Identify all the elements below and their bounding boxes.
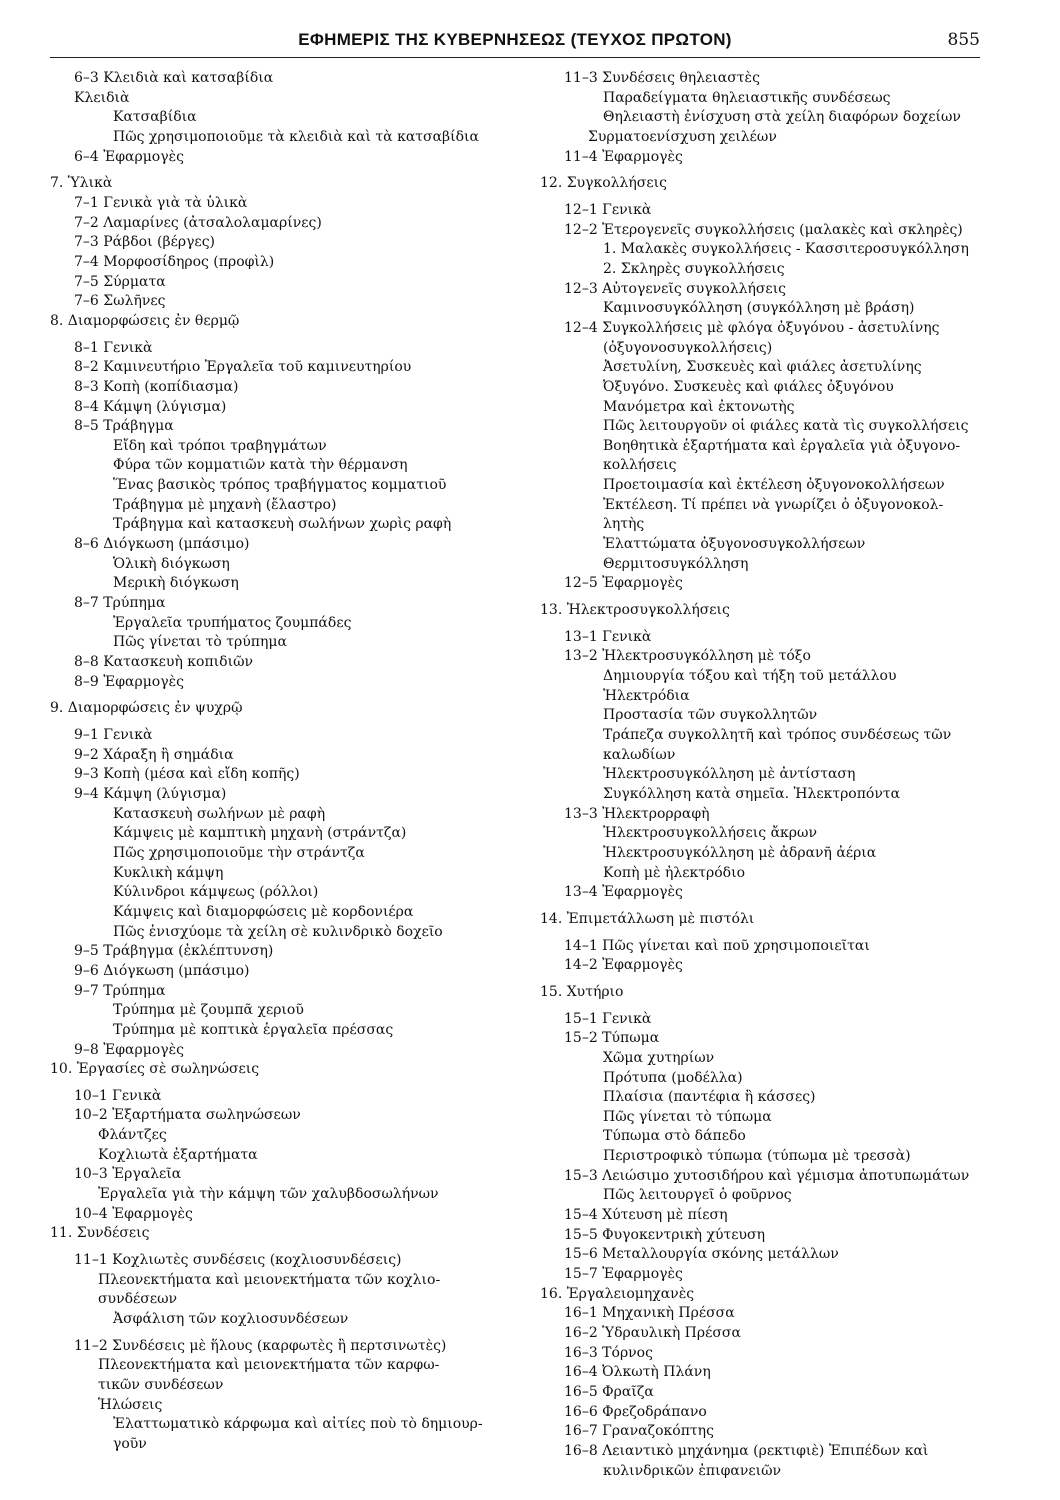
subtopic-entry: Φύρα τῶν κομματιῶν κατὰ τὴν θέρμανση [113,457,408,474]
subtopic-entry: Ὁλικὴ διόγκωση [113,555,230,572]
section-entry: 12–4 Συγκολλήσεις μὲ φλόγα ὀξυγόνου - ἀσετυλίνης [564,319,940,336]
section-entry: 16–8 Λειαντικὸ μηχάνημα (ρεκτιφιὲ) Ἐπιπέδων καὶ [564,1442,929,1459]
subtopic-entry: (ὀξυγονοσυγκολλήσεις) [603,339,773,356]
gazette-title: ΕΦΗΜΕΡΙΣ ΤΗΣ ΚΥΒΕΡΝΗΣΕΩΣ (ΤΕΥΧΟΣ ΠΡΩΤΟΝ) [298,30,732,49]
section-entry: 15–5 Φυγοκεντρικὴ χύτευση [564,1226,765,1243]
subtopic-entry: Ἠλεκτροσυγκολλήσεις ἄκρων [603,825,817,842]
section-entry: 14–2 Ἐφαρμογὲς [564,957,683,974]
section-entry: 15–6 Μεταλλουργία σκόνης μετάλλων [564,1246,839,1263]
section-entry: 12–1 Γενικὰ [564,201,652,218]
section-entry: 14–1 Πῶς γίνεται καὶ ποῦ χρησιμοποιεῖται [564,937,870,954]
subtopic-entry: συνδέσεων [98,1291,177,1308]
chapter-heading: 15. Χυτήριο [540,983,624,1000]
section-entry: 15–1 Γενικὰ [564,1010,652,1027]
section-entry: 9–1 Γενικὰ [74,727,153,743]
section-entry: 11–3 Συνδέσεις θηλειαστὲς [564,70,760,86]
subtopic-entry: Ἐλαττωματικὸ κάρφωμα καὶ αἰτίες ποὺ τὸ δημιουρ- [113,1416,483,1433]
section-entry: 12–2 Ἑτερογενεῖς συγκολλήσεις (μαλακὲς καὶ σκληρὲς) [564,221,963,238]
subtopic-entry: Πλαίσια (παντέφια ἢ κάσσες) [603,1089,816,1106]
section-entry: 9–6 Διόγκωση (μπάσιμο) [74,962,250,979]
section-entry: 16–2 Ὑδραυλικὴ Πρέσσα [564,1325,741,1342]
chapter-heading: 11. Συνδέσεις [50,1225,150,1242]
right-column [540,69,1010,1481]
section-entry: 13–1 Γενικὰ [564,628,652,645]
subtopic-entry: Πῶς χρησιμοποιοῦμε τὴν στράντζα [113,844,365,861]
section-entry: 12–5 Ἐφαρμογὲς [564,575,683,592]
subtopic-entry: καλωδίων [603,746,676,763]
section-entry: 7–5 Σύρματα [74,273,166,290]
section-entry: 7–4 Μορφοσίδηρος (προφὶλ) [74,253,275,270]
subtopic-entry: Προστασία τῶν συγκολλητῶν [603,707,818,724]
section-entry: 7–2 Λαμαρίνες (ἀτσαλολαμαρίνες) [74,214,322,231]
section-entry: 8–3 Κοπὴ (κοπίδιασμα) [74,378,239,395]
subtopic-entry: Κάμψεις μὲ καμπτικὴ μηχανὴ (στράντζα) [113,825,407,842]
section-entry: 8–9 Ἐφαρμογὲς [74,673,184,690]
section-entry: 7–3 Ράβδοι (βέργες) [74,234,215,251]
subtopic-entry: Πλεονεκτήματα καὶ μειονεκτήματα τῶν κοχλιο- [98,1271,441,1288]
section-entry: 8–7 Τρύπημα [74,595,166,612]
page-header [50,28,980,56]
header-rule [50,57,980,58]
subtopic-entry: Συρματοενίσχυση χειλέων [588,128,777,145]
subtopic-entry: Τράβηγμα καὶ κατασκευὴ σωλήνων χωρὶς ραφὴ [113,516,452,533]
subtopic-entry: Μανόμετρα καὶ ἐκτονωτὴς [603,398,795,415]
subtopic-entry: γοῦν [113,1435,147,1452]
chapter-heading: 14. Ἐπιμετάλλωση μὲ πιστόλι [540,910,755,927]
subtopic-entry: Πῶς γίνεται τὸ τύπωμα [603,1108,772,1125]
section-entry: 16–7 Γραναζοκόπτης [564,1423,714,1440]
subtopic-entry: Ἡλώσεις [98,1396,163,1413]
subtopic-entry: Χῶμα χυτηρίων [603,1049,715,1066]
subtopic-entry: Παραδείγματα θηλειαστικῆς συνδέσεως [603,89,891,106]
subtopic-entry: Τράβηγμα μὲ μηχανὴ (ἔλαστρο) [113,496,337,513]
subtopic-entry: Τύπωμα στὸ δάπεδο [603,1128,746,1145]
subtopic-entry: Θερμιτοσυγκόλληση [603,555,749,572]
subtopic-entry: Πῶς λειτουργεῖ ὁ φοῦρνος [603,1187,792,1204]
subtopic-entry: Περιστροφικὸ τύπωμα (τύπωμα μὲ τρεσσὰ) [603,1148,911,1165]
subtopic-entry: Συγκόλληση κατὰ σημεῖα. Ἠλεκτροπόντα [603,785,901,802]
section-entry: 6–4 Ἐφαρμογὲς [74,148,184,165]
subtopic-entry: Πλεονεκτήματα καὶ μειονεκτήματα τῶν καρφω- [98,1357,440,1374]
section-entry: 7–6 Σωλῆνες [74,293,166,310]
subtopic-entry: Κοπὴ μὲ ἠλεκτρόδιο [603,864,746,881]
subtopic-entry: Ἐργαλεῖα γιὰ τὴν κάμψη τῶν χαλυβδοσωλήνων [98,1186,439,1203]
chapter-heading: 13. Ἠλεκτροσυγκολλήσεις [540,602,730,619]
subtopic-entry: κυλινδρικῶν ἐπιφανειῶν [603,1462,782,1479]
subtopic-entry: Πῶς γίνεται τὸ τρύπημα [113,634,287,651]
chapter-heading: 12. Συγκολλήσεις [540,175,667,192]
section-entry: 13–3 Ἠλεκτρορραφὴ [564,805,710,822]
section-entry: 8–8 Κατασκευὴ κοπιδιῶν [74,654,253,671]
section-entry: 15–4 Χύτευση μὲ πίεση [564,1207,728,1224]
section-entry: 13–4 Ἐφαρμογὲς [564,884,683,901]
subtopic-entry: Πρότυπα (μοδέλλα) [603,1069,743,1086]
section-entry: 15–3 Λειώσιμο χυτοσιδήρου καὶ γέμισμα ἀποτυπωμάτων [564,1167,970,1184]
subtopic-entry: Ἐργαλεῖα τρυπήματος ζουμπάδες [113,614,352,631]
subtopic-entry: Βοηθητικὰ ἐξαρτήματα καὶ ἐργαλεῖα γιὰ ὀξυγονο- [603,437,961,454]
section-entry: 10–4 Ἐφαρμογὲς [74,1205,193,1222]
page-number: 855 [947,30,980,50]
section-entry: 15–2 Τύπωμα [564,1030,660,1047]
section-entry: 8–1 Γενικὰ [74,339,153,356]
subtopic-entry: Κάμψεις καὶ διαμορφώσεις μὲ κορδονιέρα [113,903,414,920]
subtopic-entry: Εἴδη καὶ τρόποι τραβηγμάτων [113,437,327,454]
chapter-heading: 16. Ἐργαλειομηχανὲς [540,1285,695,1302]
subtopic-entry: Κύλινδροι κάμψεως (ρόλλοι) [113,884,319,901]
subtopic-entry: Ἀσφάλιση τῶν κοχλιοσυνδέσεων [113,1311,349,1328]
subtopic-entry: Κατασκευὴ σωλήνων μὲ ραφὴ [113,805,326,822]
subtopic-entry: Προετοιμασία καὶ ἐκτέλεση ὀξυγονοκολλήσεων [603,477,945,494]
subtopic-entry: Ἐλαττώματα ὀξυγονοσυγκολλήσεων [603,536,866,553]
chapter-heading: 9. Διαμορφώσεις ἐν ψυχρῷ [50,700,243,717]
subtopic-entry: 2. Σκληρὲς συγκολλήσεις [603,260,785,277]
section-entry: 7–1 Γενικὰ γιὰ τὰ ὑλικὰ [74,194,248,211]
subtopic-entry: Μερικὴ διόγκωση [113,575,239,592]
section-entry: 6–3 Κλειδιὰ καὶ κατσαβίδια [74,70,274,86]
section-entry: 9–4 Κάμψη (λύγισμα) [74,785,227,802]
section-entry: 16–1 Μηχανικὴ Πρέσσα [564,1305,735,1322]
subtopic-entry: κολλήσεις [603,457,677,474]
subtopic-entry: Κοχλιωτὰ ἐξαρτήματα [98,1146,258,1163]
chapter-heading: 10. Ἐργασίες σὲ σωληνώσεις [50,1061,260,1078]
subtopic-entry: Πῶς λειτουργοῦν οἱ φιάλες κατὰ τὶς συγκολλήσεις [603,418,969,435]
section-entry: 10–3 Ἐργαλεῖα [74,1166,182,1183]
subtopic-entry: Δημιουργία τόξου καὶ τήξη τοῦ μετάλλου [603,668,897,685]
section-entry: 15–7 Ἐφαρμογὲς [564,1266,683,1283]
subtopic-entry: 1. Μαλακὲς συγκολλήσεις - Κασσιτεροσυγκόλληση [603,241,969,258]
section-entry: 10–2 Ἐξαρτήματα σωληνώσεων [74,1107,301,1124]
subtopic-entry: Κατσαβίδια [113,109,197,126]
section-entry: 8–4 Κάμψη (λύγισμα) [74,398,227,415]
chapter-heading: 8. Διαμορφώσεις ἐν θερμῷ [50,312,240,329]
subtopic-entry: Θηλειαστὴ ἐνίσχυση στὰ χείλη διαφόρων δοχείων [603,109,961,126]
section-entry: 10–1 Γενικὰ [74,1087,162,1104]
subtopic-entry: Ἠλεκτροσυγκόλληση μὲ ἀδρανῆ ἀέρια [603,844,877,861]
section-entry: 11–2 Συνδέσεις μὲ ἥλους (καρφωτὲς ἢ περτσινωτὲς) [74,1337,447,1354]
subtopic-entry: Ἠλεκτροσυγκόλληση μὲ ἀντίσταση [603,766,856,783]
section-entry: 9–2 Χάραξη ἢ σημάδια [74,746,234,763]
subtopic-entry: Πῶς ἐνισχύομε τὰ χείλη σὲ κυλινδρικὸ δοχεῖο [113,923,443,940]
section-entry: 16–3 Τόρνος [564,1344,653,1361]
subtopic-entry: Τρύπημα μὲ κοπτικὰ ἐργαλεῖα πρέσσας [113,1021,394,1038]
section-entry: 9–5 Τράβηγμα (ἐκλέπτυνση) [74,943,274,960]
left-column [50,69,520,1455]
subtopic-entry: Τρύπημα μὲ ζουμπᾶ χεριοῦ [113,1002,304,1019]
subtopic-entry: Τράπεζα συγκολλητῆ καὶ τρόπος συνδέσεως τῶν [603,727,952,743]
section-entry: 11–1 Κοχλιωτὲς συνδέσεις (κοχλιοσυνδέσεις) [74,1252,402,1269]
section-entry: 9–3 Κοπὴ (μέσα καὶ εἴδη κοπῆς) [74,766,300,783]
section-entry: 9–7 Τρύπημα [74,982,166,999]
subtopic-entry: Ἠλεκτρόδια [603,687,690,704]
section-entry: 16–5 Φραῖζα [564,1384,654,1400]
subtopic-entry: Ἕνας βασικὸς τρόπος τραβήγματος κομματιοῦ [113,477,447,494]
chapter-heading: 7. Ὑλικὰ [50,175,113,192]
subtopic-entry: Ἀσετυλίνη, Συσκευὲς καὶ φιάλες ἀσετυλίνης [603,359,922,376]
section-entry: 8–2 Καμινευτήριο Ἐργαλεῖα τοῦ καμινευτηρίου [74,359,412,376]
section-entry: 8–6 Διόγκωση (μπάσιμο) [74,536,250,553]
subtopic-entry: Ἐκτέλεση. Τί πρέπει νὰ γνωρίζει ὁ ὀξυγονοκολ- [603,496,944,513]
section-entry: 9–8 Ἐφαρμογὲς [74,1041,184,1058]
section-entry: 13–2 Ἠλεκτροσυγκόλληση μὲ τόξο [564,648,811,665]
subtopic-entry: Κυκλικὴ κάμψη [113,864,224,881]
section-entry: 12–3 Αὐτογενεῖς συγκολλήσεις [564,280,787,297]
subtopic-entry: Φλάντζες [98,1127,167,1144]
section-entry: 16–4 Ὀλκωτὴ Πλάνη [564,1364,711,1381]
section-entry: 8–5 Τράβηγμα [74,418,174,435]
section-entry: Κλειδιὰ [74,89,130,106]
section-entry: 11–4 Ἐφαρμογὲς [564,148,683,165]
subtopic-entry: Πῶς χρησιμοποιοῦμε τὰ κλειδιὰ καὶ τὰ κατσαβίδια [113,128,479,145]
subtopic-entry: τικῶν συνδέσεων [98,1377,224,1393]
section-entry: 16–6 Φρεζοδράπανο [564,1403,707,1420]
subtopic-entry: Καμινοσυγκόλληση (συγκόλληση μὲ βράση) [603,300,915,317]
subtopic-entry: λητὴς [603,516,645,533]
subtopic-entry: Ὀξυγόνο. Συσκευὲς καὶ φιάλες ὀξυγόνου [603,378,894,395]
